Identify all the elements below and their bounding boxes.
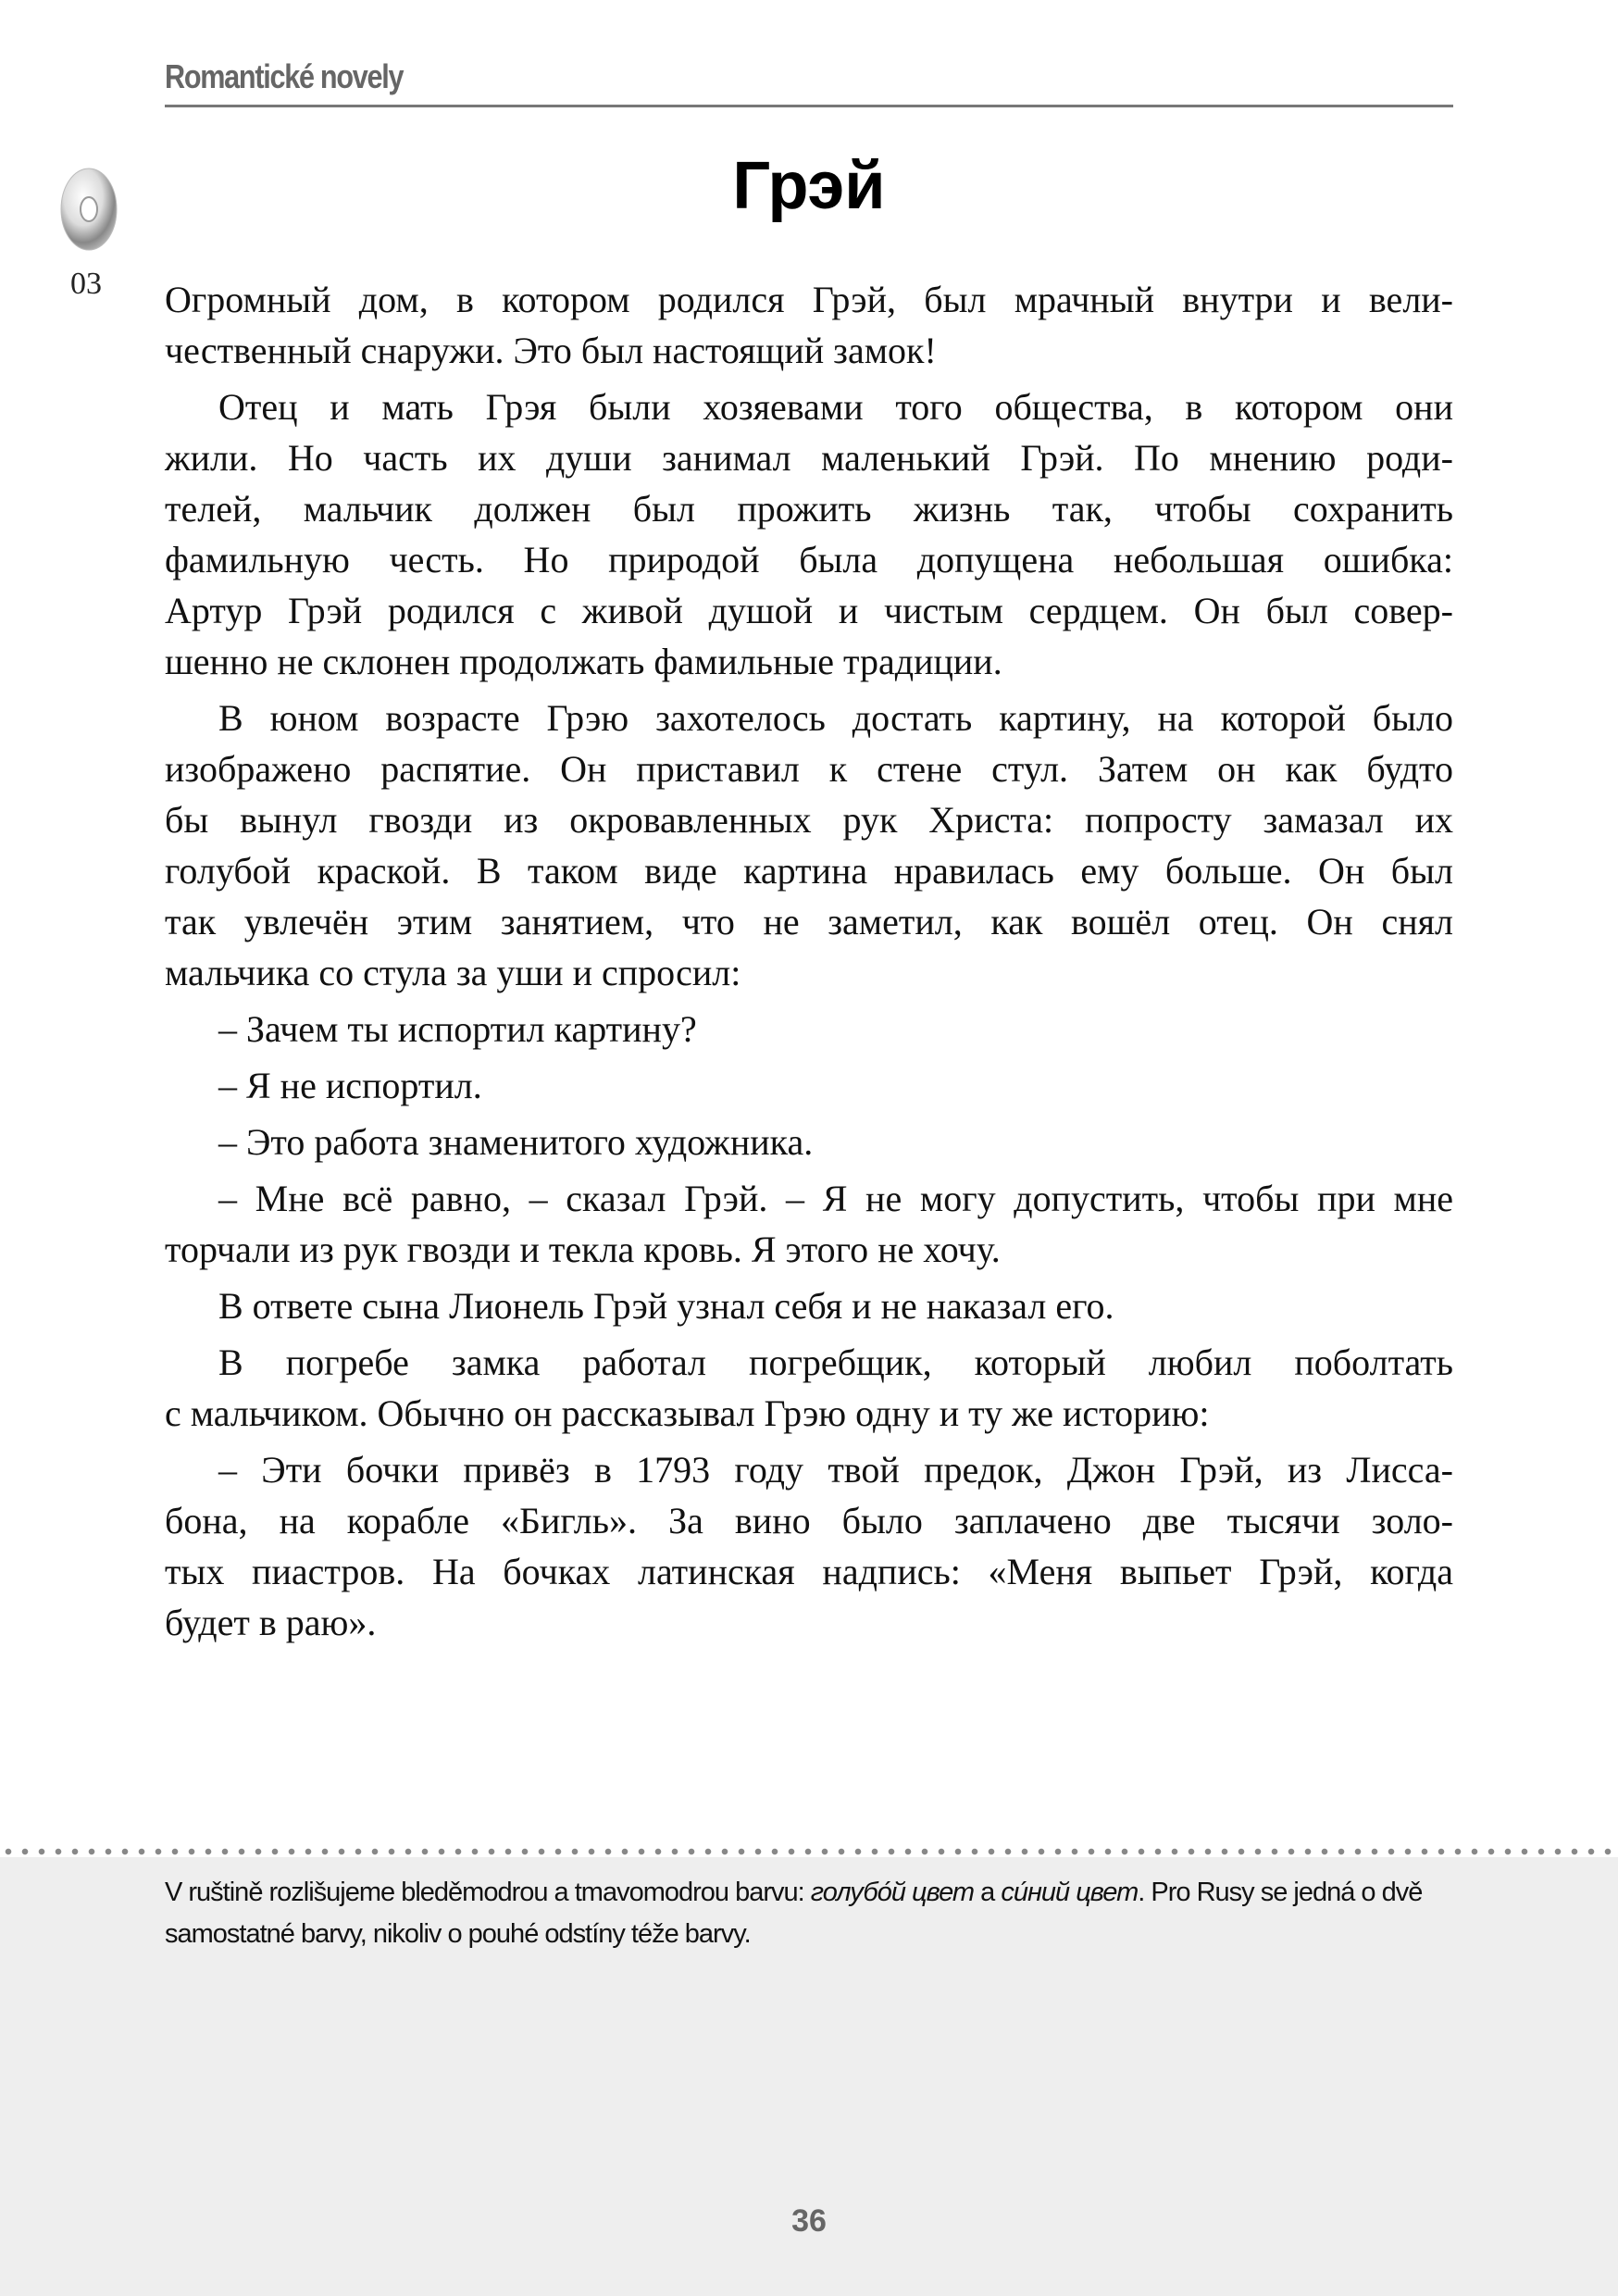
running-head: Romantické novely: [165, 57, 404, 95]
paragraph: [165, 1444, 1453, 1648]
footnote: [165, 1872, 1453, 1955]
text-line: Артур Грэй родился с живой душой и чистым сердцем. Он был совер-: [165, 590, 1453, 631]
text-line: торчали из рук гвозди и текла кровь. Я этого не хочу.: [165, 1229, 1001, 1270]
paragraph: [165, 693, 1453, 998]
text-line: – Эти бочки привёз в 1793 году твой предок, Джон Грэй, из Лисса-: [218, 1449, 1453, 1491]
text-line: чественный снаружи. Это был настоящий замок!: [165, 330, 937, 371]
paragraph: [165, 274, 1453, 376]
text-line: так увлечён этим занятием, что не заметил, как вошёл отец. Он снял: [165, 901, 1453, 942]
text-line: Огромный дом, в котором родился Грэй, был мрачный внутри и вели-: [165, 279, 1453, 320]
paragraph: [165, 1004, 1453, 1054]
track-number: 03: [70, 267, 102, 301]
header-rule: [165, 105, 1453, 107]
text-line: телей, мальчик должен был прожить жизнь так, чтобы сохранить: [165, 488, 1453, 530]
text-line: – Мне всё равно, – сказал Грэй. – Я не могу допустить, чтобы при мне: [218, 1178, 1453, 1219]
text-line: В погребе замка работал погребщик, который любил поболтать: [218, 1341, 1453, 1383]
paragraph: [165, 1337, 1453, 1439]
text-line: жили. Но часть их души занимал маленький Грэй. По мнению роди-: [165, 437, 1453, 479]
text-line: фамильную честь. Но природой была допущена небольшая ошибка:: [165, 539, 1453, 580]
text-line: тых пиастров. На бочках латинская надпись: «Меня выпьет Грэй, когда: [165, 1551, 1453, 1592]
note-text: . Pro Rusy se jedná o dvě samostatné barvy, nikoliv o pouhé odstíny téže barvy.: [165, 1878, 1423, 1949]
paragraph: [165, 381, 1453, 687]
dotted-divider: [0, 1847, 1618, 1856]
text-line: с мальчиком. Обычно он рассказывал Грэю одну и ту же историю:: [165, 1392, 1210, 1434]
text-line: будет в раю».: [165, 1602, 377, 1643]
text-line: – Я не испортил.: [218, 1065, 482, 1106]
note-text: V ruštině rozlišujeme bleděmodrou a tmavomodrou barvu:: [165, 1878, 811, 1907]
note-text: a: [974, 1878, 1002, 1907]
text-line: бона, на корабле «Бигль». За вино было заплачено две тысячи золо-: [165, 1500, 1453, 1541]
page-title: Грэй: [732, 149, 886, 223]
paragraph: [165, 1060, 1453, 1111]
paragraph: [165, 1173, 1453, 1275]
text-line: мальчика со стула за уши и спросил:: [165, 952, 741, 993]
page-number: 36: [791, 2203, 827, 2239]
text-line: – Зачем ты испортил картину?: [218, 1008, 697, 1050]
text-line: – Это работа знаменитого художника.: [218, 1121, 814, 1163]
story-text: [165, 274, 1453, 1653]
note-italic-term: голубо́й цвет: [810, 1878, 975, 1907]
paragraph: [165, 1280, 1453, 1331]
text-line: бы вынул гвозди из окровавленных рук Христа: попросту замазал их: [165, 799, 1453, 841]
text-line: В юном возрасте Грэю захотелось достать картину, на которой было: [218, 697, 1453, 739]
text-line: Отец и мать Грэя были хозяевами того общества, в котором они: [218, 386, 1453, 428]
paragraph: [165, 1117, 1453, 1167]
text-line: шенно не склонен продолжать фамильные традиции.: [165, 641, 1002, 682]
text-line: В ответе сына Лионель Грэй узнал себя и не наказал его.: [218, 1285, 1114, 1327]
note-italic-term: си́ний цвет: [1001, 1878, 1139, 1907]
text-line: голубой краской. В таком виде картина нравилась ему больше. Он был: [165, 850, 1453, 892]
text-line: изображено распятие. Он приставил к стене стул. Затем он как будто: [165, 748, 1453, 790]
